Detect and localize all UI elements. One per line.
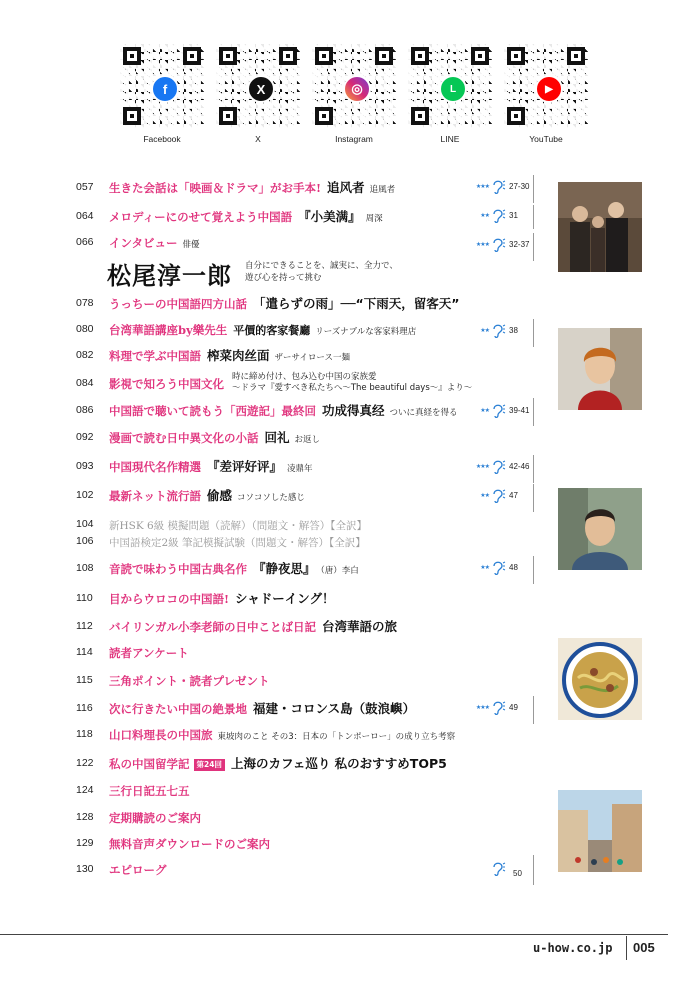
street-scene-photo <box>558 790 642 872</box>
page-number: 106 <box>76 535 94 547</box>
ear-icon <box>490 322 506 340</box>
page-number: 084 <box>76 377 94 389</box>
article-subtitle: 凌鼎年 <box>287 464 313 474</box>
interviewee-photo <box>558 328 642 410</box>
series-title: 料理で学ぶ中国語 <box>109 349 201 363</box>
page-number: 102 <box>76 489 94 501</box>
difficulty-stars: ★★★ <box>475 704 489 711</box>
article-title: 上海のカフェ巡り 私のおすすめTOP5 <box>230 756 447 771</box>
audio-track: 27-30 <box>509 182 530 191</box>
page-number: 078 <box>76 297 94 309</box>
article-subtitle: 俳優 <box>182 240 200 250</box>
food-photo <box>558 638 642 720</box>
audio-track: 47 <box>509 491 518 500</box>
page-number: 128 <box>76 811 94 823</box>
page-number: 116 <box>76 702 93 714</box>
ear-icon <box>490 236 506 254</box>
article-title: 榨菜肉丝面 <box>207 348 270 363</box>
audio-marker <box>470 236 532 256</box>
series-title: うっちーの中国語四方山話 <box>109 297 247 311</box>
divider <box>533 319 534 347</box>
series-title: 生きた会話は「映画＆ドラマ」がお手本! <box>109 181 322 195</box>
ear-icon <box>490 402 506 420</box>
audio-marker <box>470 178 532 198</box>
subtitle-line: ～ドラマ『愛すべき私たちへ～The beautiful days～』より～ <box>232 383 473 393</box>
ear-icon <box>490 699 506 717</box>
ear-icon <box>490 178 506 196</box>
qr-label: Instagram <box>335 134 373 144</box>
series-title: 台湾華語講座by樂先生 <box>109 323 228 337</box>
series-title: 定期購読のご案内 <box>109 811 201 825</box>
page-number: 086 <box>76 404 94 416</box>
audio-marker <box>470 860 532 880</box>
article-title: シャドーイング！ <box>235 591 335 606</box>
series-title: インタビュー <box>109 236 178 250</box>
article-title: 偷感 <box>207 488 233 503</box>
series-title: 読者アンケート <box>109 646 189 660</box>
audio-marker <box>470 207 532 227</box>
article-title: 「遣らずの雨」──“下雨天，留客天” <box>253 296 460 311</box>
article-subtitle: ついに真経を得る <box>389 408 458 418</box>
series-title: 三行日記五七五 <box>109 784 190 798</box>
series-title: バイリンガル小李老師の日中ことば日記 <box>109 620 316 634</box>
man-portrait-photo <box>558 488 642 570</box>
article-subtitle: 周深 <box>365 214 383 224</box>
divider <box>533 484 534 512</box>
divider <box>533 855 534 885</box>
ear-icon <box>490 458 506 476</box>
youtube-icon: ▶ <box>535 75 563 103</box>
series-title: 音読で味わう中国古典名作 <box>109 562 247 576</box>
audio-track: 49 <box>509 703 518 712</box>
difficulty-stars: ★★ <box>480 327 489 334</box>
episode-badge: 第24回 <box>194 759 225 771</box>
series-title: エピローグ <box>109 863 167 877</box>
series-title: 中国語検定2級 筆記模擬試験（問題文・解答）【全訳】 <box>109 537 366 549</box>
article-title: 『静夜思』 <box>253 561 316 576</box>
toc-row[interactable] <box>0 589 700 609</box>
difficulty-stars: ★★ <box>480 564 489 571</box>
series-title: 目からウロコの中国語! <box>109 592 230 606</box>
audio-marker <box>470 487 532 507</box>
ear-icon <box>490 559 506 577</box>
page-number: 114 <box>76 646 93 658</box>
page-number: 108 <box>76 562 94 574</box>
series-title: 次に行きたい中国の絶景地 <box>109 702 247 716</box>
difficulty-stars: ★★ <box>480 212 489 219</box>
series-title: 無料音声ダウンロードのご案内 <box>109 837 270 851</box>
page-number: 066 <box>76 236 94 248</box>
series-title: 漫画で読む日中異文化の小話 <box>109 431 259 445</box>
footer-separator <box>626 936 627 960</box>
series-title: 中国現代名作精選 <box>109 460 201 474</box>
audio-marker <box>470 699 532 719</box>
article-title: 『小美满』 <box>298 209 361 224</box>
toc-row[interactable] <box>0 725 700 745</box>
divider <box>533 233 534 261</box>
interview-name: 松尾淳一郎 <box>107 261 232 290</box>
ear-icon <box>490 860 506 878</box>
audio-track: 48 <box>509 563 518 572</box>
series-title: 山口料理長の中国旅 <box>109 728 213 742</box>
audio-track: 50 <box>513 869 522 878</box>
audio-track: 31 <box>509 211 518 220</box>
article-subtitle: （唐）李白 <box>320 566 359 576</box>
page-number: 092 <box>76 431 94 443</box>
series-title: 中国語で聴いて読もう「西遊記」最終回 <box>109 404 316 418</box>
article-subtitle: コソコソした感じ <box>237 493 305 503</box>
series-title: 新HSK 6級 模擬問題（読解）（問題文・解答）【全訳】 <box>109 520 368 532</box>
article-title: 追风者 <box>327 180 365 195</box>
x-icon: X <box>247 75 275 103</box>
article-title: 福建・コロンス島（鼓浪嶼） <box>253 701 416 716</box>
article-title: 『差评好评』 <box>207 459 283 474</box>
description-line: 遊び心を持って挑む <box>245 273 322 283</box>
page-number: 104 <box>76 518 94 530</box>
audio-marker <box>470 559 532 579</box>
page-number: 110 <box>76 592 93 604</box>
series-title: 最新ネット流行語 <box>109 489 201 503</box>
toc-row[interactable] <box>0 294 700 314</box>
qr-label: YouTube <box>529 134 563 144</box>
page-number: 130 <box>76 863 94 875</box>
divider <box>533 556 534 584</box>
article-title: 回礼 <box>264 430 290 445</box>
article-title: 台湾華語の旅 <box>322 619 398 634</box>
difficulty-stars: ★★★ <box>475 241 489 248</box>
page-number: 129 <box>76 837 94 849</box>
toc-row[interactable] <box>0 457 700 477</box>
article-subtitle: リーズナブルな客家料理店 <box>315 327 417 337</box>
series-title: 三角ポイント・読者プレゼント <box>109 674 270 688</box>
interview-description <box>245 260 398 284</box>
article-title: 平價的客家餐廳 <box>233 324 311 337</box>
page-number: 115 <box>76 674 93 686</box>
page-number: 112 <box>76 620 93 632</box>
audio-track: 42-46 <box>509 462 530 471</box>
page-number: 057 <box>76 181 94 193</box>
drama-still-photo <box>558 182 642 272</box>
page-number: 080 <box>76 323 94 335</box>
toc-row[interactable] <box>0 617 700 637</box>
article-subtitle: 追風者 <box>369 185 396 195</box>
divider <box>533 205 534 229</box>
page-number: 082 <box>76 349 94 361</box>
difficulty-stars: ★★ <box>480 407 489 414</box>
page-number: 064 <box>76 210 94 222</box>
ear-icon <box>490 207 506 225</box>
page-number: 118 <box>76 728 93 740</box>
divider <box>533 175 534 203</box>
qr-label: Facebook <box>143 134 181 144</box>
footer-url[interactable]: u-how.co.jp <box>533 941 613 955</box>
divider <box>533 455 534 483</box>
page-number: 093 <box>76 460 94 472</box>
audio-marker <box>470 322 532 342</box>
difficulty-stars: ★★ <box>480 492 489 499</box>
page-number: 122 <box>76 757 94 769</box>
difficulty-stars: ★★★ <box>475 463 489 470</box>
series-title: 影視で知ろう中国文化 <box>109 377 224 391</box>
qr-label: X <box>255 134 261 144</box>
difficulty-stars: ★★★ <box>475 183 489 190</box>
instagram-icon: ◎ <box>343 75 371 103</box>
divider <box>533 696 534 724</box>
page-number-footer: 005 <box>633 940 655 955</box>
toc-row[interactable] <box>0 754 700 774</box>
article-subtitle <box>232 372 472 394</box>
divider <box>533 398 534 426</box>
facebook-icon: f <box>151 75 179 103</box>
audio-marker <box>470 458 532 478</box>
page-number: 124 <box>76 784 94 796</box>
series-title: メロディーにのせて覚えよう中国語 <box>109 210 293 224</box>
article-title: 功成得真经 <box>322 403 385 418</box>
line-icon: L <box>439 75 467 103</box>
article-subtitle: 東坡肉のこと その3：日本の「トンポーロー」の成り立ち考察 <box>217 732 456 742</box>
ear-icon <box>490 487 506 505</box>
description-line: 自分にできることを、誠実に、全力で、 <box>245 261 398 271</box>
audio-track: 32-37 <box>509 240 530 249</box>
subtitle-line: 時に締め付け、包み込む中国の家族愛 <box>232 372 377 382</box>
footer-rule <box>0 934 668 935</box>
article-subtitle: お返し <box>294 435 321 445</box>
audio-track: 39-41 <box>509 406 530 415</box>
audio-marker <box>470 402 532 422</box>
audio-track: 38 <box>509 326 518 335</box>
article-subtitle: ザーサイロース一麺 <box>274 353 350 363</box>
qr-label: LINE <box>440 134 460 144</box>
toc-row[interactable] <box>0 428 700 448</box>
series-title: 私の中国留学記 <box>109 757 190 771</box>
